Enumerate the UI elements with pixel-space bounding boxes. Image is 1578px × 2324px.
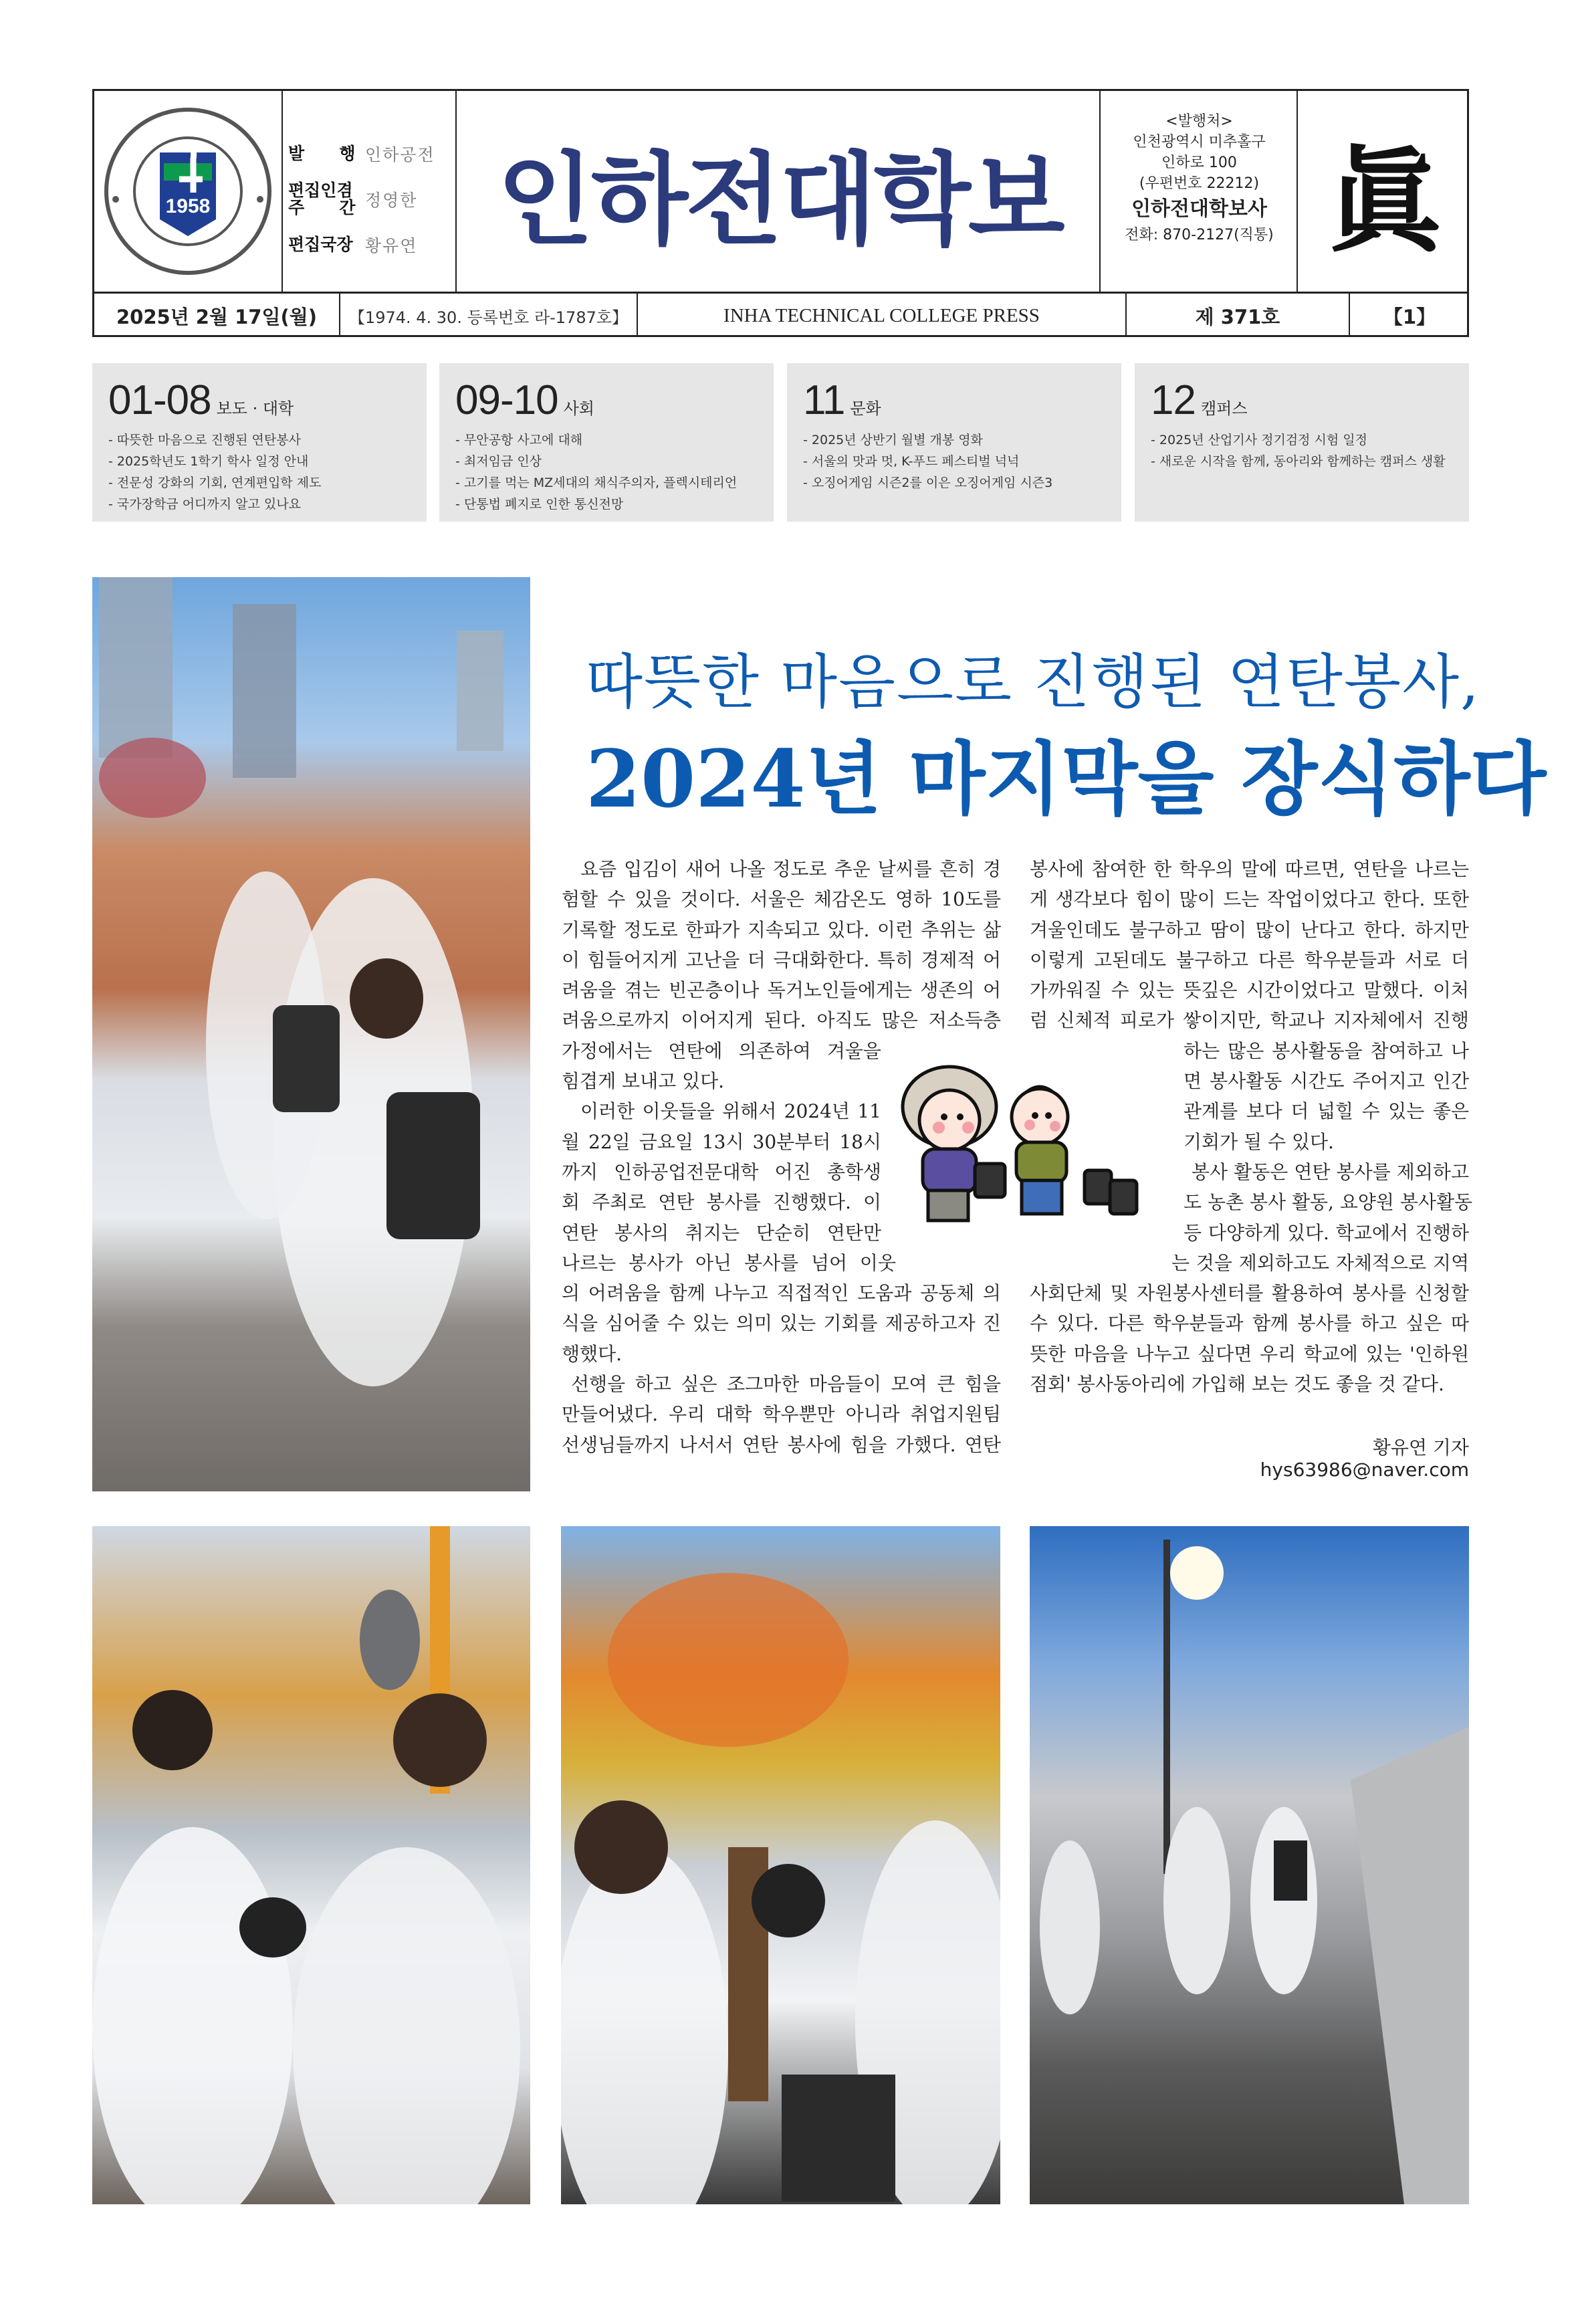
article-line: 려움을 겪는 빈곤층이나 독거노인들에게는 생존의 어 <box>562 979 1001 1002</box>
article-line: 월 22일 금요일 13시 30분부터 18시 <box>562 1130 881 1153</box>
publisher-name: 인하전대학보사 <box>1131 197 1267 221</box>
publisher-postal: (우편번호 22212) <box>1139 175 1260 192</box>
article-line: 겨울인데도 불구하고 땀이 많이 난다고 한다. 하지만 <box>1030 918 1469 941</box>
article-line: 봉사 활동은 연탄 봉사를 제외하고 <box>1192 1160 1469 1183</box>
article-line: 험할 수 있을 것이다. 서울은 체감온도 영하 10도를 <box>562 888 1001 911</box>
section-pages: 09-10 <box>455 377 558 423</box>
article-line: 려움으로까지 이어지게 된다. 아직도 많은 저소득층 <box>562 1009 1001 1032</box>
staff-role: 발 행 <box>288 143 356 163</box>
staff-role: 편집국장 <box>288 234 353 254</box>
section-pages: 12 <box>1151 377 1196 423</box>
staff-name: 정영한 <box>365 191 418 210</box>
photo-volunteers-walking-in-alley <box>1030 1526 1469 2204</box>
section-pages: 01-08 <box>108 377 211 423</box>
section-item[interactable]: - 따뜻한 마음으로 진행된 연탄봉사 <box>108 433 301 447</box>
staff-role: 편집인겸 주 간 <box>288 180 356 217</box>
reporter-email[interactable]: hys63986@naver.com <box>1260 1459 1469 1481</box>
section-item[interactable]: - 무안공항 사고에 대해 <box>455 433 583 447</box>
section-item[interactable]: - 2025년 산업기사 정기검정 시험 일정 <box>1151 433 1368 447</box>
section-item[interactable]: - 단통법 폐지로 인한 통신전망 <box>455 497 624 512</box>
article-line: 점회' 봉사동아리에 가입해 보는 것도 좋을 것 같다. <box>1030 1373 1444 1396</box>
publisher-phone: 전화: 870-2127(직통) <box>1125 227 1274 243</box>
issue-number: 제 371호 <box>1195 305 1280 328</box>
article-line: 가까워질 수 있는 뜻깊은 시간이었다고 말했다. 이처 <box>1030 979 1469 1002</box>
article-line: 도 농촌 봉사 활동, 요양원 봉사활동 <box>1184 1191 1473 1214</box>
divider <box>94 292 1467 294</box>
article-line: 이렇게 고된데도 불구하고 다른 학우분들과 서로 더 <box>1030 948 1469 971</box>
article-line: 식을 심어줄 수 있는 의미 있는 기회를 제공하고자 진 <box>562 1312 1001 1335</box>
photo-students-with-briquettes-2 <box>561 1526 1000 2204</box>
article-line: 면 봉사활동 시간도 주어지고 인간 <box>1184 1070 1469 1093</box>
reporter-name: 황유연 기자 <box>1372 1437 1469 1459</box>
section-item[interactable]: - 고기를 먹는 MZ세대의 채식주의자, 플렉시테리언 <box>455 476 738 490</box>
svg-text:1958: 1958 <box>165 195 211 217</box>
issue-date: 2025년 2월 17일(월) <box>116 305 317 328</box>
article-line: 는 것을 제외하고도 자체적으로 지역 <box>1171 1251 1469 1274</box>
article-line: 게 생각보다 힘이 많이 드는 작업이었다고 한다. 또한 <box>1030 888 1469 911</box>
section-index-society[interactable] <box>439 363 774 522</box>
article-line: 요즘 입김이 새어 나올 정도로 추운 날씨를 흔히 경 <box>580 858 1001 880</box>
page-number: 【1】 <box>1383 305 1436 328</box>
staff-list <box>288 131 455 268</box>
registration-info: 【1974. 4. 30. 등록번호 라-1787호】 <box>348 308 629 327</box>
article-line: 기회가 될 수 있다. <box>1184 1130 1334 1153</box>
publisher-info <box>1101 111 1298 245</box>
main-photo-volunteers-carrying-briquettes <box>92 577 530 1491</box>
article-line: 만들어냈다. 우리 대학 학우뿐만 아니라 취업지원팀 <box>562 1403 1001 1426</box>
staff-publisher <box>288 131 455 177</box>
photo-students-with-briquettes-1 <box>92 1526 530 2204</box>
college-logo <box>102 106 273 277</box>
section-item[interactable]: - 새로운 시작을 함께, 동아리와 함께하는 캠퍼스 생활 <box>1151 454 1446 469</box>
section-label: 사회 <box>563 399 594 418</box>
headline-line-1: 따뜻한 마음으로 진행된 연탄봉사, <box>586 647 1481 716</box>
headline-line-2: 2024년 마지막을 장식하다 <box>586 732 1547 825</box>
article-line: 뜻한 마음을 나누고 싶다면 우리 학교에 있는 '인하원 <box>1030 1342 1469 1365</box>
section-item[interactable]: - 최저임금 인상 <box>455 454 542 469</box>
divider <box>455 91 457 292</box>
article-line: 이러한 이웃들을 위해서 2024년 11 <box>580 1100 881 1123</box>
article-line: 연탄 봉사의 취지는 단순히 연탄만 <box>562 1221 881 1244</box>
seal-character: 眞 <box>1328 134 1442 268</box>
article-line: 가정에서는 연탄에 의존하여 겨울을 <box>562 1039 881 1062</box>
article-line: 이 힘들어지게 고난을 더 극대화한다. 특히 경제적 어 <box>562 948 1001 971</box>
section-index-culture[interactable] <box>787 363 1121 522</box>
article-line: 까지 인하공업전문대학 어진 총학생 <box>562 1160 881 1183</box>
article-line: 행했다. <box>562 1342 623 1365</box>
article-line: 회 주최로 연탄 봉사를 진행했다. 이 <box>562 1191 881 1214</box>
section-item[interactable]: - 오징어게임 시즌2를 이은 오징어게임 시즌3 <box>803 476 1053 490</box>
article-line: 등 다양하게 있다. 학교에서 진행하 <box>1184 1221 1469 1244</box>
article-line: 의 어려움을 함께 나누고 직접적인 도움과 공동체 의 <box>562 1282 1001 1305</box>
section-item[interactable]: - 2025학년도 1학기 학사 일정 안내 <box>108 454 309 469</box>
publisher-address: 인하로 100 <box>1161 154 1237 171</box>
article-line: 힘겹게 보내고 있다. <box>562 1070 725 1093</box>
press-name: INHA TECHNICAL COLLEGE PRESS <box>723 304 1040 326</box>
section-label: 보도 · 대학 <box>216 399 294 418</box>
section-item[interactable]: - 2025년 상반기 월별 개봉 영화 <box>803 433 983 447</box>
article-line: 하는 많은 봉사활동을 참여하고 나 <box>1184 1039 1469 1062</box>
staff-name: 인하공전 <box>365 145 435 165</box>
section-index-news[interactable] <box>92 363 427 522</box>
staff-editor <box>288 177 455 222</box>
masthead <box>92 89 1469 337</box>
article-line: 기록할 정도로 한파가 지속되고 있다. 이런 추위는 삶 <box>562 918 1001 941</box>
article-line: 선생님들까지 나서서 연탄 봉사에 힘을 가했다. 연탄 <box>562 1433 1001 1456</box>
divider <box>281 91 283 292</box>
publisher-address: 인천광역시 미추홀구 <box>1133 134 1266 150</box>
section-item[interactable]: - 국가장학금 어디까지 알고 있나요 <box>108 497 301 512</box>
article-line: 수 있다. 다른 학우분들과 함께 봉사를 하고 싶은 따 <box>1030 1312 1469 1335</box>
section-pages: 11 <box>803 377 845 423</box>
section-label: 캠퍼스 <box>1200 399 1248 418</box>
publisher-label: <발행처> <box>1165 113 1233 130</box>
article-column-right <box>1030 854 1473 1399</box>
article-line: 선행을 하고 싶은 조그마한 마음들이 모여 큰 힘을 <box>571 1373 1001 1396</box>
article-line: 봉사에 참여한 한 학우의 말에 따르면, 연탄을 나르는 <box>1030 858 1469 880</box>
section-index-campus[interactable] <box>1135 363 1469 522</box>
article-line: 관계를 보다 더 넓힐 수 있는 좋은 <box>1184 1100 1469 1123</box>
staff-name: 황유연 <box>365 236 418 255</box>
article-line: 나르는 봉사가 아닌 봉사를 넘어 이웃 <box>562 1251 896 1274</box>
article-line: 럼 신체적 피로가 쌓이지만, 학교나 지자체에서 진행 <box>1030 1009 1469 1032</box>
staff-chief <box>288 222 455 268</box>
section-label: 문화 <box>850 399 881 418</box>
newspaper-title: 인하전대학보 <box>497 141 1062 259</box>
section-item[interactable]: - 서울의 맛과 멋, K-푸드 페스티벌 넉넉 <box>803 454 1020 469</box>
section-item[interactable]: - 전문성 강화의 기회, 연계편입학 제도 <box>108 476 322 490</box>
article-line: 사회단체 및 자원봉사센터를 활용하여 봉사를 신청할 <box>1030 1282 1469 1305</box>
